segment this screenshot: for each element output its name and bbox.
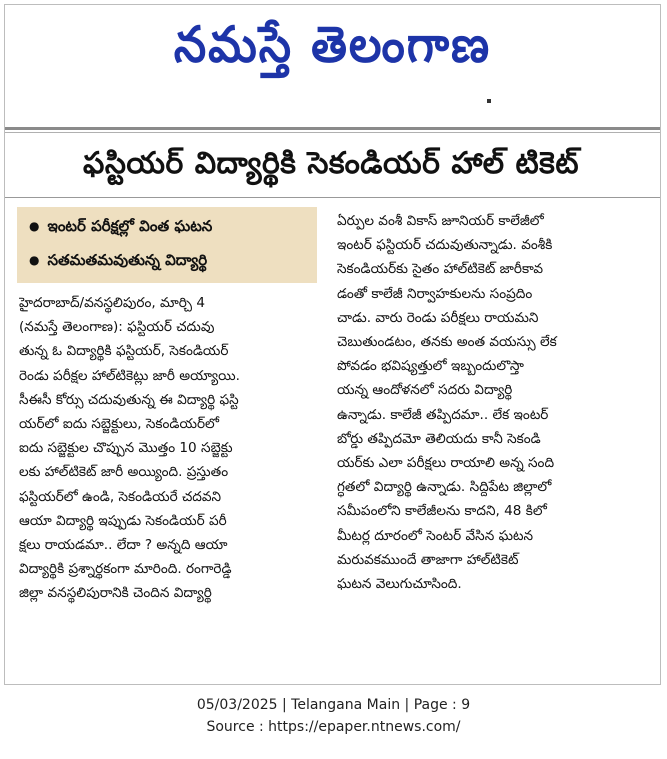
text-line: ఘటన వెలుగుచూసింది. bbox=[337, 576, 462, 593]
bullet-dot-icon: ● bbox=[29, 253, 40, 267]
footer-date-edition: 05/03/2025 | Telangana Main | Page : 9 bbox=[196, 697, 471, 713]
text-line: చాడు. వారు రెండు పరీక్షలు రాయమని bbox=[337, 309, 539, 326]
text-line: మీటర్ల దూరంలో సెంటర్ వేసిన ఘటన bbox=[337, 527, 534, 544]
top-rule bbox=[5, 127, 660, 130]
text-line: సెకండియర్‌కు సైతం హాల్‌టికెట్ జారీకావ bbox=[337, 261, 543, 278]
highlight-bullet-2: ● సతమతమవుతున్న విద్యార్థి bbox=[29, 251, 208, 269]
text-line: ఫస్టియర్‌లో ఉండి, సెకండియరే చదవని bbox=[19, 488, 222, 505]
text-line: ఉన్నాడు. కాలేజీ తప్పిదమా.. లేక ఇంటర్ bbox=[337, 406, 549, 423]
text-line: ఆయా విద్యార్థి ఇప్పుడు సెకండియర్ పరీ bbox=[19, 512, 227, 529]
text-line: ఏర్పుల వంశీ వికాస్ జూనియర్ కాలేజీలో bbox=[337, 213, 544, 229]
text-line: చెబుతుండటం, తనకు అంత వయస్సు లేక bbox=[337, 334, 557, 351]
text-line: తున్న ఓ విద్యార్థికి ఫస్టియర్, సెకండియర్ bbox=[19, 343, 229, 360]
masthead-logo: నమస్తే తెలంగాణ bbox=[173, 14, 492, 74]
text-line: సీఈసీ కోర్సు చదువుతున్న ఈ విద్యార్థి ఫస్టి bbox=[19, 391, 239, 408]
text-line: సమీపంలోని కాలేజీలను కాదని, 48 కిలో bbox=[337, 503, 547, 520]
text-line: యర్‌లో ఐదు సబ్జెక్టులు, సెకండియర్‌లో bbox=[19, 416, 219, 433]
text-line: డంతో కాలేజీ నిర్వాహకులను సంప్రదిం bbox=[337, 285, 533, 302]
text-line: జిల్లా వనస్థలిపురానికి చెందిన విద్యార్థి bbox=[19, 585, 212, 602]
text-line: యన్న ఆందోళనలో సదరు విద్యార్థి bbox=[337, 382, 513, 399]
top-rule-thin bbox=[5, 132, 660, 133]
text-line: రెండు పరీక్షల హాల్‌టికెట్లు జారీ అయ్యాయి. bbox=[19, 367, 240, 384]
headline-rule bbox=[5, 197, 660, 198]
text-line: ఐదు సబ్జెక్టుల చొప్పున మొత్తం 10 సబ్జెక్టు bbox=[19, 440, 233, 457]
text-line: (నమస్తే తెలంగాణ): ఫస్టియర్ చదువు bbox=[19, 319, 215, 336]
text-line: ఇంటర్ ఫస్టియర్ చదువుతున్నాడు. వంశీకి bbox=[337, 237, 553, 254]
article-column-left bbox=[19, 291, 321, 606]
text-line: బోర్డు తప్పిదమో తెలియదు కానీ సెకండి bbox=[337, 430, 541, 447]
text-line: హైదరాబాద్/వనస్థలిపురం, మార్చి 4 bbox=[19, 295, 206, 311]
text-line: క్షలు రాయడమా.. లేదా ? అన్నది ఆయా bbox=[19, 537, 228, 554]
text-line: మరువకముందే తాజాగా హాల్‌టికెట్ bbox=[337, 551, 519, 568]
masthead-mark bbox=[487, 99, 491, 103]
text-line: లకు హాల్‌టికెట్ జారీ అయ్యింది. ప్రస్తుతం bbox=[19, 464, 229, 481]
text-line: గ్ధతలో విద్యార్థి ఉన్నాడు. సిద్దిపేట జిల్లాలో bbox=[337, 479, 552, 496]
highlight-box bbox=[17, 207, 317, 283]
text-line: విద్యార్థికి ప్రశ్నార్థకంగా మారింది. రంగారెడ్డి bbox=[19, 561, 232, 578]
article-headline: ఫస్టియర్ విద్యార్థికి సెకండియర్ హాల్ టికెట్ bbox=[83, 146, 579, 181]
highlight-bullet-1: ● ఇంటర్ పరీక్షల్లో వింత ఘటన bbox=[29, 217, 213, 235]
bullet-dot-icon: ● bbox=[29, 219, 40, 233]
text-line: పోవడం భవిష్యత్తులో ఇబ్బందులొస్తా bbox=[337, 358, 524, 375]
footer-source: Source : https://epaper.ntnews.com/ bbox=[206, 719, 461, 735]
article-column-right bbox=[337, 209, 643, 596]
text-line: యర్‌కు ఎలా పరీక్షలు రాయాలి అన్న సంది bbox=[337, 455, 555, 472]
newspaper-clipping bbox=[4, 4, 661, 685]
